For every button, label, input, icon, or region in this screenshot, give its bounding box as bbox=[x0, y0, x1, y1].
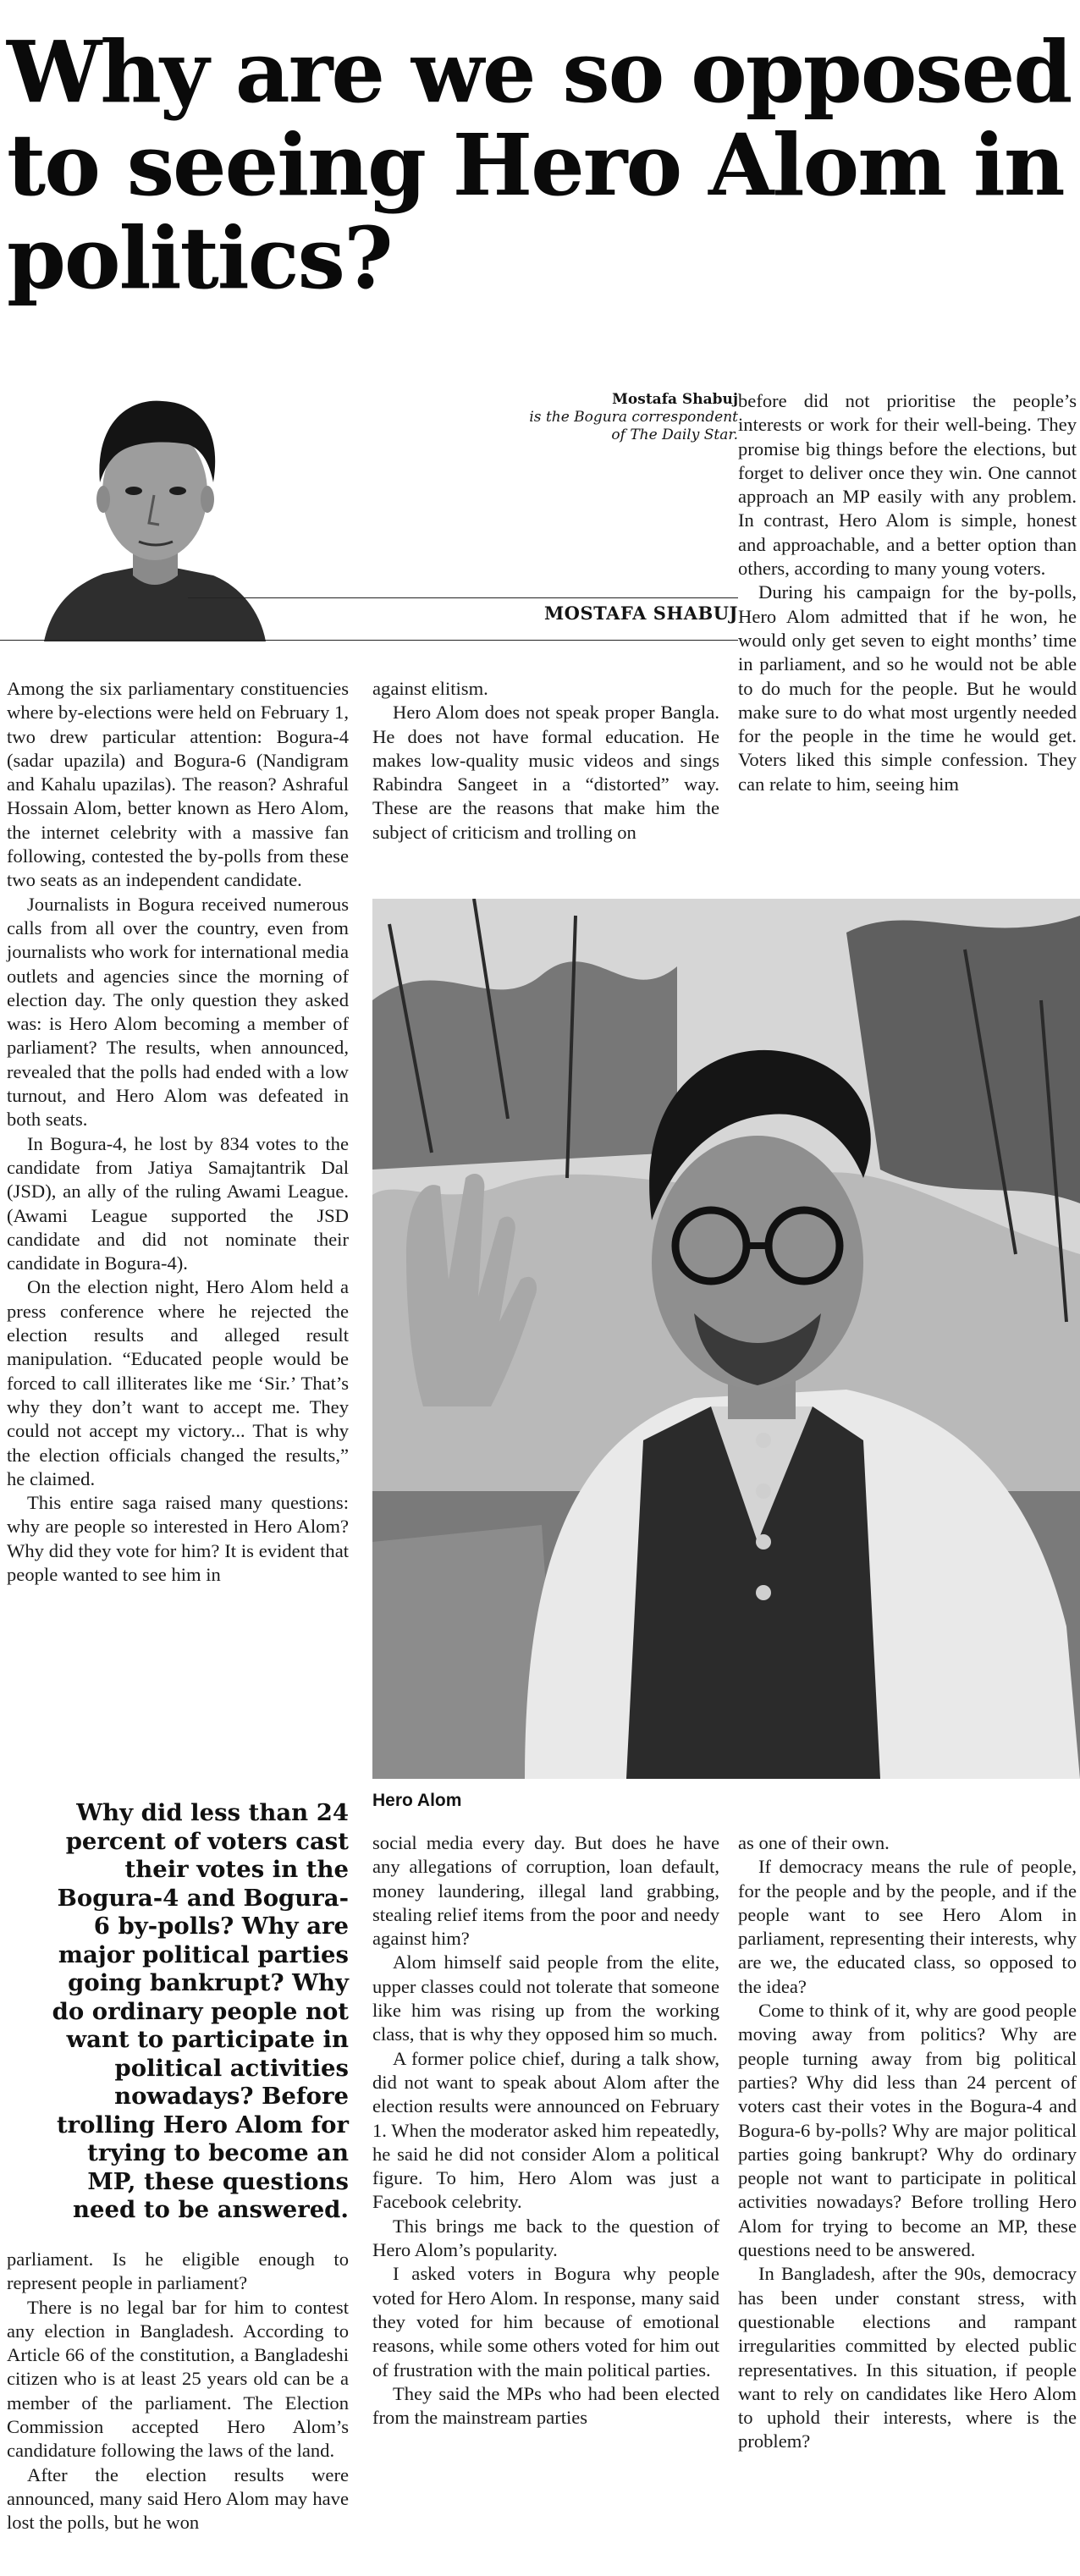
paragraph: Hero Alom does not speak proper Bangla. He does not have formal education. He makes low-quality music videos and sings Rabindra Sangeet in a “distorted” way. These are the reasons that make him the subject of criticism and trolling on bbox=[372, 702, 719, 843]
paragraph: During his campaign for the by-polls, Hero Alom admitted that if he won, he would only get seven to eight months’ time in parliament, and so he would not be able to do much for the people. But he would make sure to do what most urgently needed for the people in the time he would get. Voters liked this simple confession. They can relate to him, seeing him bbox=[738, 581, 1077, 795]
paragraph: In Bangladesh, after the 90s, democracy has been under constant stress, with questionable elections and rampant irregularities committed by elected public representatives. In this situation, if people want to rely on candidates like Hero Alom to uphold their interests, where is the problem? bbox=[738, 2263, 1077, 2452]
paragraph: A former police chief, during a talk show, did not want to speak about Alom after the election results were announced on February 1. When the moderator asked him repeatedly, he said he did not consider Alom a political figure. To him, Hero Alom was just a Facebook celebrity. bbox=[372, 2047, 719, 2213]
photo-caption: Hero Alom bbox=[372, 1791, 462, 1810]
paragraph: against elitism. bbox=[372, 678, 488, 699]
paragraph: This entire saga raised many questions: why are people so interested in Hero Alom? Why did they vote for him? It is evident that people wanted to see him in bbox=[7, 1492, 349, 1585]
paragraph: I asked voters in Bogura why people voted for Hero Alom. In response, many said they voted for him because of emotional reasons, while some others voted for him out of frustration with the main political parties. bbox=[372, 2263, 719, 2381]
paragraph: They said the MPs who had been elected from the mainstream parties bbox=[372, 2382, 719, 2429]
column-3-top bbox=[738, 389, 1077, 796]
column-3-bottom bbox=[738, 1831, 1077, 2454]
author-info bbox=[355, 391, 738, 444]
paragraph: If democracy means the rule of people, for the people and by the people, and if the people want to see Hero Alom in parliament, representing their interests, why are we, the educated class, so opposed to the idea? bbox=[738, 1856, 1077, 1997]
paragraph: social media every day. But does he have any allegations of corruption, loan default, money laundering, illegal land grabbing, stealing relief items from the poor and needy against him? bbox=[372, 1832, 719, 1950]
author-name: Mostafa Shabuj bbox=[612, 391, 738, 408]
byline-rule-top bbox=[188, 597, 738, 598]
paragraph: Alom himself said people from the elite, upper classes could not tolerate that someone like him was rising up from the working class, that is why they opposed him so much. bbox=[372, 1951, 719, 2045]
paragraph: After the election results were announced, many said Hero Alom may have lost the polls, but he won bbox=[7, 2463, 349, 2534]
paragraph: This brings me back to the question of Hero Alom’s popularity. bbox=[372, 2215, 719, 2261]
paragraph: Come to think of it, why are good people moving away from politics? Why are people turning away from big political parties? Why did less than 24 percent of voters cast their votes in the Bogura-4 and Bogura-6 by-polls? Why are major political parties going bankrupt? Why do ordinary people not want to participate in political activities nowadays? Before trolling Hero Alom for trying to become an MP, these questions need to be answered. bbox=[738, 2000, 1077, 2261]
paragraph: On the election night, Hero Alom held a press conference where he rejected the election results and alleged result manipulation. “Educated people would be forced to call illiterates like me ‘Sir.’ That’s why they don’t want to accept me. They could not accept my victory... That is why the election officials changed the results,” he claimed. bbox=[7, 1276, 349, 1489]
paragraph: before did not prioritise the people’s interests or work for their well-being. They promise big things before the elections, but forget to deliver once they win. One cannot approach an MP easily with any problem. In contrast, Hero Alom is simple, honest and approachable, and a better option than others, according to many young voters. bbox=[738, 390, 1077, 580]
column-2-bottom bbox=[372, 1831, 719, 2430]
paragraph: as one of their own. bbox=[738, 1832, 890, 1853]
byline: MOSTAFA SHABUJ bbox=[543, 603, 738, 624]
author-portrait bbox=[44, 372, 266, 641]
hero-alom-photo bbox=[372, 899, 1080, 1779]
column-1-top bbox=[7, 677, 349, 1587]
byline-rule-bottom bbox=[0, 640, 738, 641]
paragraph: Among the six parliamentary constituencies where by-elections were held on February 1, two drew particular attention: Bogura-4 (sadar upazila) and Bogura-6 (Nandigram and Kahalu upazilas). The reason? Ashraful Hossain Alom, better known as Hero Alom, the internet celebrity with a massive fan following, contested the by-polls from these two seats as an independent candidate. bbox=[7, 678, 349, 891]
pull-quote: Why did less than 24 percent of voters cast their votes in the Bogura-4 and Bogura-6 by-polls? Why are major political parties going bankrupt? Why do ordinary people not want to participate in political activities nowadays? Before trolling Hero Alom for trying to become an MP, these questions need to be answered. bbox=[52, 1799, 349, 2223]
article-headline: Why are we so opposed to seeing Hero Alom in politics? bbox=[7, 22, 1072, 308]
paragraph: Journalists in Bogura received numerous calls from all over the country, even from journalists who work for international media outlets and agencies since the morning of election day. The only question they asked was: is Hero Alom becoming a member of parliament? The results, when announced, revealed that the polls had ended with a low turnout, and Hero Alom was defeated in both seats. bbox=[7, 893, 349, 1131]
paragraph: There is no legal bar for him to contest any election in Bangladesh. According to Article 66 of the constitution, a Bangladeshi citizen who is at least 25 years old can be a member of the parliament. The Election Commission accepted Hero Alom’s candidature following the laws of the land. bbox=[7, 2296, 349, 2462]
author-description-line-1: is the Bogura correspondent bbox=[529, 409, 738, 426]
column-1-bottom bbox=[7, 2248, 349, 2535]
paragraph: In Bogura-4, he lost by 834 votes to the candidate from Jatiya Samajtantrik Dal (JSD), an ally of the ruling Awami League. (Awami League supported the JSD candidate and did not nominate their candidate in Bogura-4). bbox=[7, 1132, 349, 1274]
author-description-line-2: of The Daily Star. bbox=[611, 427, 738, 443]
paragraph: parliament. Is he eligible enough to represent people in parliament? bbox=[7, 2248, 349, 2294]
column-2-top bbox=[372, 677, 719, 845]
